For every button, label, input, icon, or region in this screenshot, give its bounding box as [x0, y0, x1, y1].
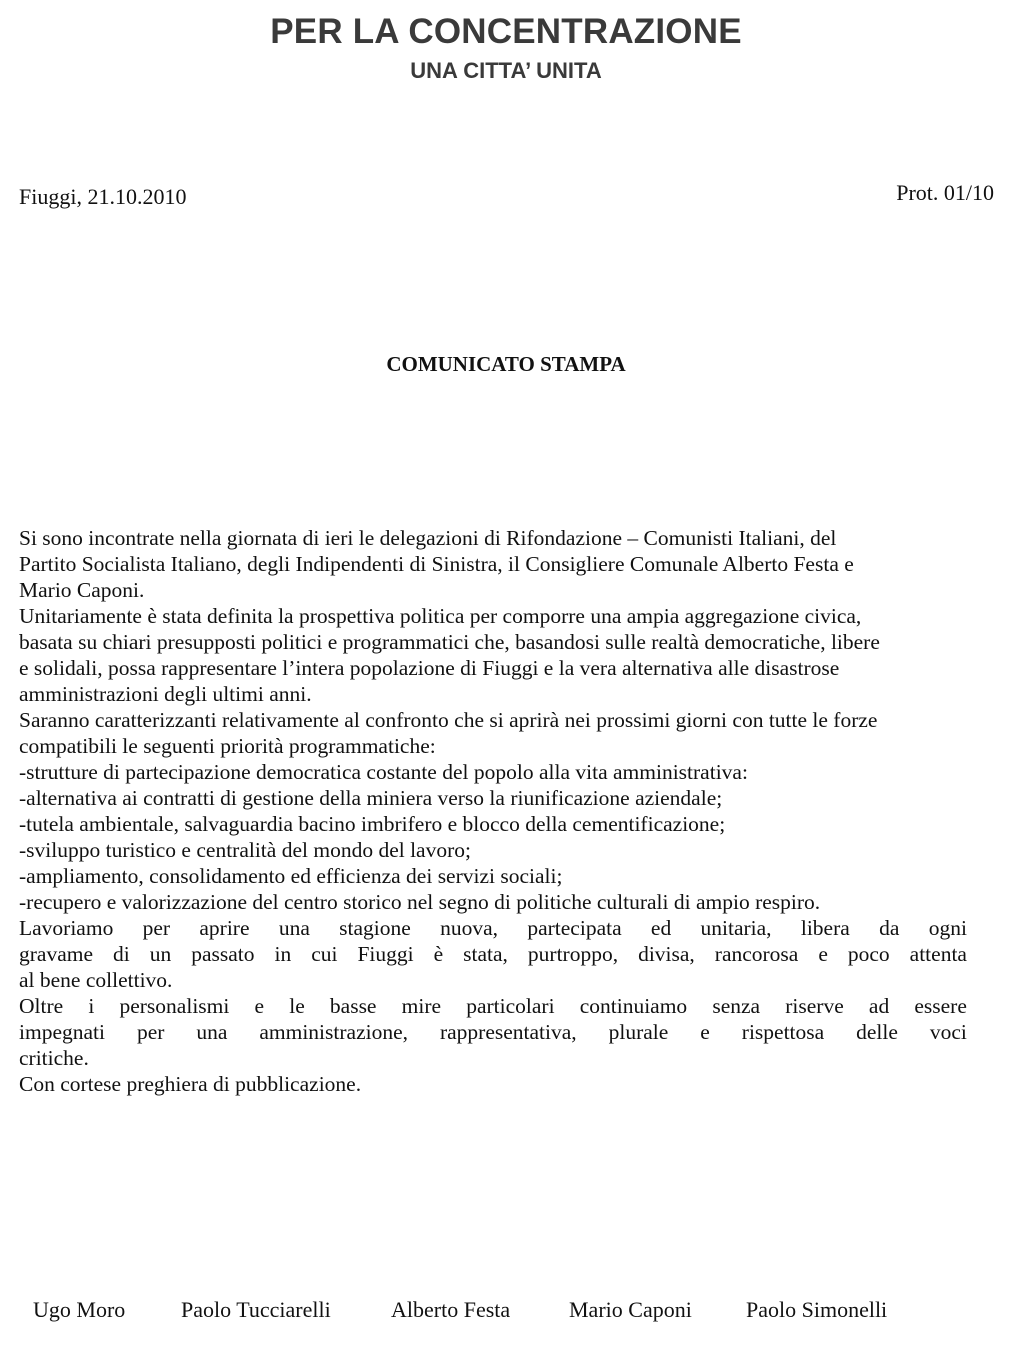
body-word: ogni [928, 916, 967, 940]
body-line: Saranno caratterizzanti relativamente al confronto che si aprirà nei prossimi giorni con tutte le forze [19, 708, 878, 732]
body-word: personalismi [119, 994, 230, 1018]
body-line: compatibili le seguenti priorità programmatiche: [19, 734, 436, 758]
body-word: libera [800, 916, 850, 940]
body-word: un [149, 942, 172, 966]
body-word: divisa, [638, 942, 695, 966]
body-word: partecipata [527, 916, 622, 940]
letterhead-title: PER LA CONCENTRAZIONE [270, 12, 742, 51]
body-word: unitaria, [700, 916, 772, 940]
body-line [19, 1019, 967, 1045]
body-word: una [278, 916, 310, 940]
closing-line: Con cortese preghiera di pubblicazione. [19, 1072, 362, 1096]
body-word: da [879, 916, 900, 940]
priority-item: -ampliamento, consolidamento ed efficienza dei servizi sociali; [19, 864, 563, 888]
body-word: delle [856, 1020, 898, 1044]
priority-item: -sviluppo turistico e centralità del mondo del lavoro; [19, 838, 471, 862]
body-word: purtroppo, [527, 942, 619, 966]
body-word: stata, [463, 942, 508, 966]
body-word: particolari [466, 994, 555, 1018]
body-word: continuiamo [579, 994, 688, 1018]
priority-item: -alternativa ai contratti di gestione della miniera verso la riunificazione aziendale; [19, 786, 723, 810]
body-word: per [136, 1020, 165, 1044]
signature-paolo-simonelli: Paolo Simonelli [746, 1297, 888, 1322]
body-word: di [113, 942, 130, 966]
body-word: è [433, 942, 444, 966]
body-word: essere [914, 994, 967, 1018]
signature-ugo-moro: Ugo Moro [33, 1297, 126, 1322]
body-line: Unitariamente è stata definita la prospettiva politica per comporre una ampia aggregazione civica, [19, 604, 862, 628]
body-line: Partito Socialista Italiano, degli Indipendenti di Sinistra, il Consigliere Comunale Alberto Festa e [19, 552, 854, 576]
body-line: basata su chiari presupposti politici e programmatici che, basandosi sulle realtà democratiche, libere [19, 630, 880, 654]
press-release-body [19, 525, 1009, 1097]
body-word: poco [847, 942, 890, 966]
body-word: basse [329, 994, 377, 1018]
signature-paolo-tucciarelli: Paolo Tucciarelli [181, 1297, 331, 1322]
body-line: e solidali, possa rappresentare l’intera popolazione di Fiuggi e la vera alternativa alle disastrose [19, 656, 840, 680]
body-word: i [88, 994, 95, 1018]
body-word: in [274, 942, 292, 966]
body-word: nuova, [440, 916, 499, 940]
body-word: plurale [608, 1020, 669, 1044]
body-word: attenta [909, 942, 967, 966]
body-word: ed [650, 916, 672, 940]
priority-item: -strutture di partecipazione democratica costante del popolo alla vita amministrativa: [19, 760, 748, 784]
body-word: rispettosa [741, 1020, 825, 1044]
place-and-date: Fiuggi, 21.10.2010 [19, 184, 187, 209]
body-word: riserve [785, 994, 844, 1018]
body-word: e [818, 942, 828, 966]
protocol-number: Prot. 01/10 [896, 180, 994, 205]
body-word: stagione [339, 916, 411, 940]
body-word: aprire [199, 916, 250, 940]
body-word: e [700, 1020, 710, 1044]
body-word: impegnati [19, 1020, 105, 1044]
document-title: COMUNICATO STAMPA [386, 352, 626, 376]
body-line [19, 993, 967, 1019]
body-word: senza [712, 994, 761, 1018]
body-word: cui [311, 942, 338, 966]
body-word: Fiuggi [357, 942, 414, 966]
body-line: critiche. [19, 1046, 89, 1070]
body-word: mire [401, 994, 442, 1018]
signature-alberto-festa: Alberto Festa [391, 1297, 511, 1322]
body-line: Si sono incontrate nella giornata di ieri le delegazioni di Rifondazione – Comunisti Italiani, del [19, 526, 837, 550]
body-word: gravame [19, 942, 94, 966]
body-line: Mario Caponi. [19, 578, 145, 602]
body-word: e [254, 994, 265, 1018]
body-word: amministrazione, [259, 1020, 409, 1044]
body-word: le [289, 994, 305, 1018]
letterhead-subtitle: UNA CITTA’ UNITA [410, 58, 602, 83]
body-line: al bene collettivo. [19, 968, 173, 992]
body-line [19, 941, 967, 967]
body-word: per [142, 916, 171, 940]
body-word: voci [929, 1020, 967, 1044]
body-line [19, 915, 967, 941]
body-word: una [196, 1020, 228, 1044]
body-word: Oltre [19, 994, 64, 1018]
body-word: rancorosa [714, 942, 799, 966]
body-word: passato [191, 942, 255, 966]
priority-item: -tutela ambientale, salvaguardia bacino imbrifero e blocco della cementificazione; [19, 812, 726, 836]
body-word: Lavoriamo [19, 916, 114, 940]
body-word: rappresentativa, [439, 1020, 577, 1044]
priority-item: -recupero e valorizzazione del centro storico nel segno di politiche culturali di ampio respiro. [19, 890, 821, 914]
signature-mario-caponi: Mario Caponi [569, 1297, 692, 1322]
body-word: ad [868, 994, 890, 1018]
body-line: amministrazioni degli ultimi anni. [19, 682, 312, 706]
